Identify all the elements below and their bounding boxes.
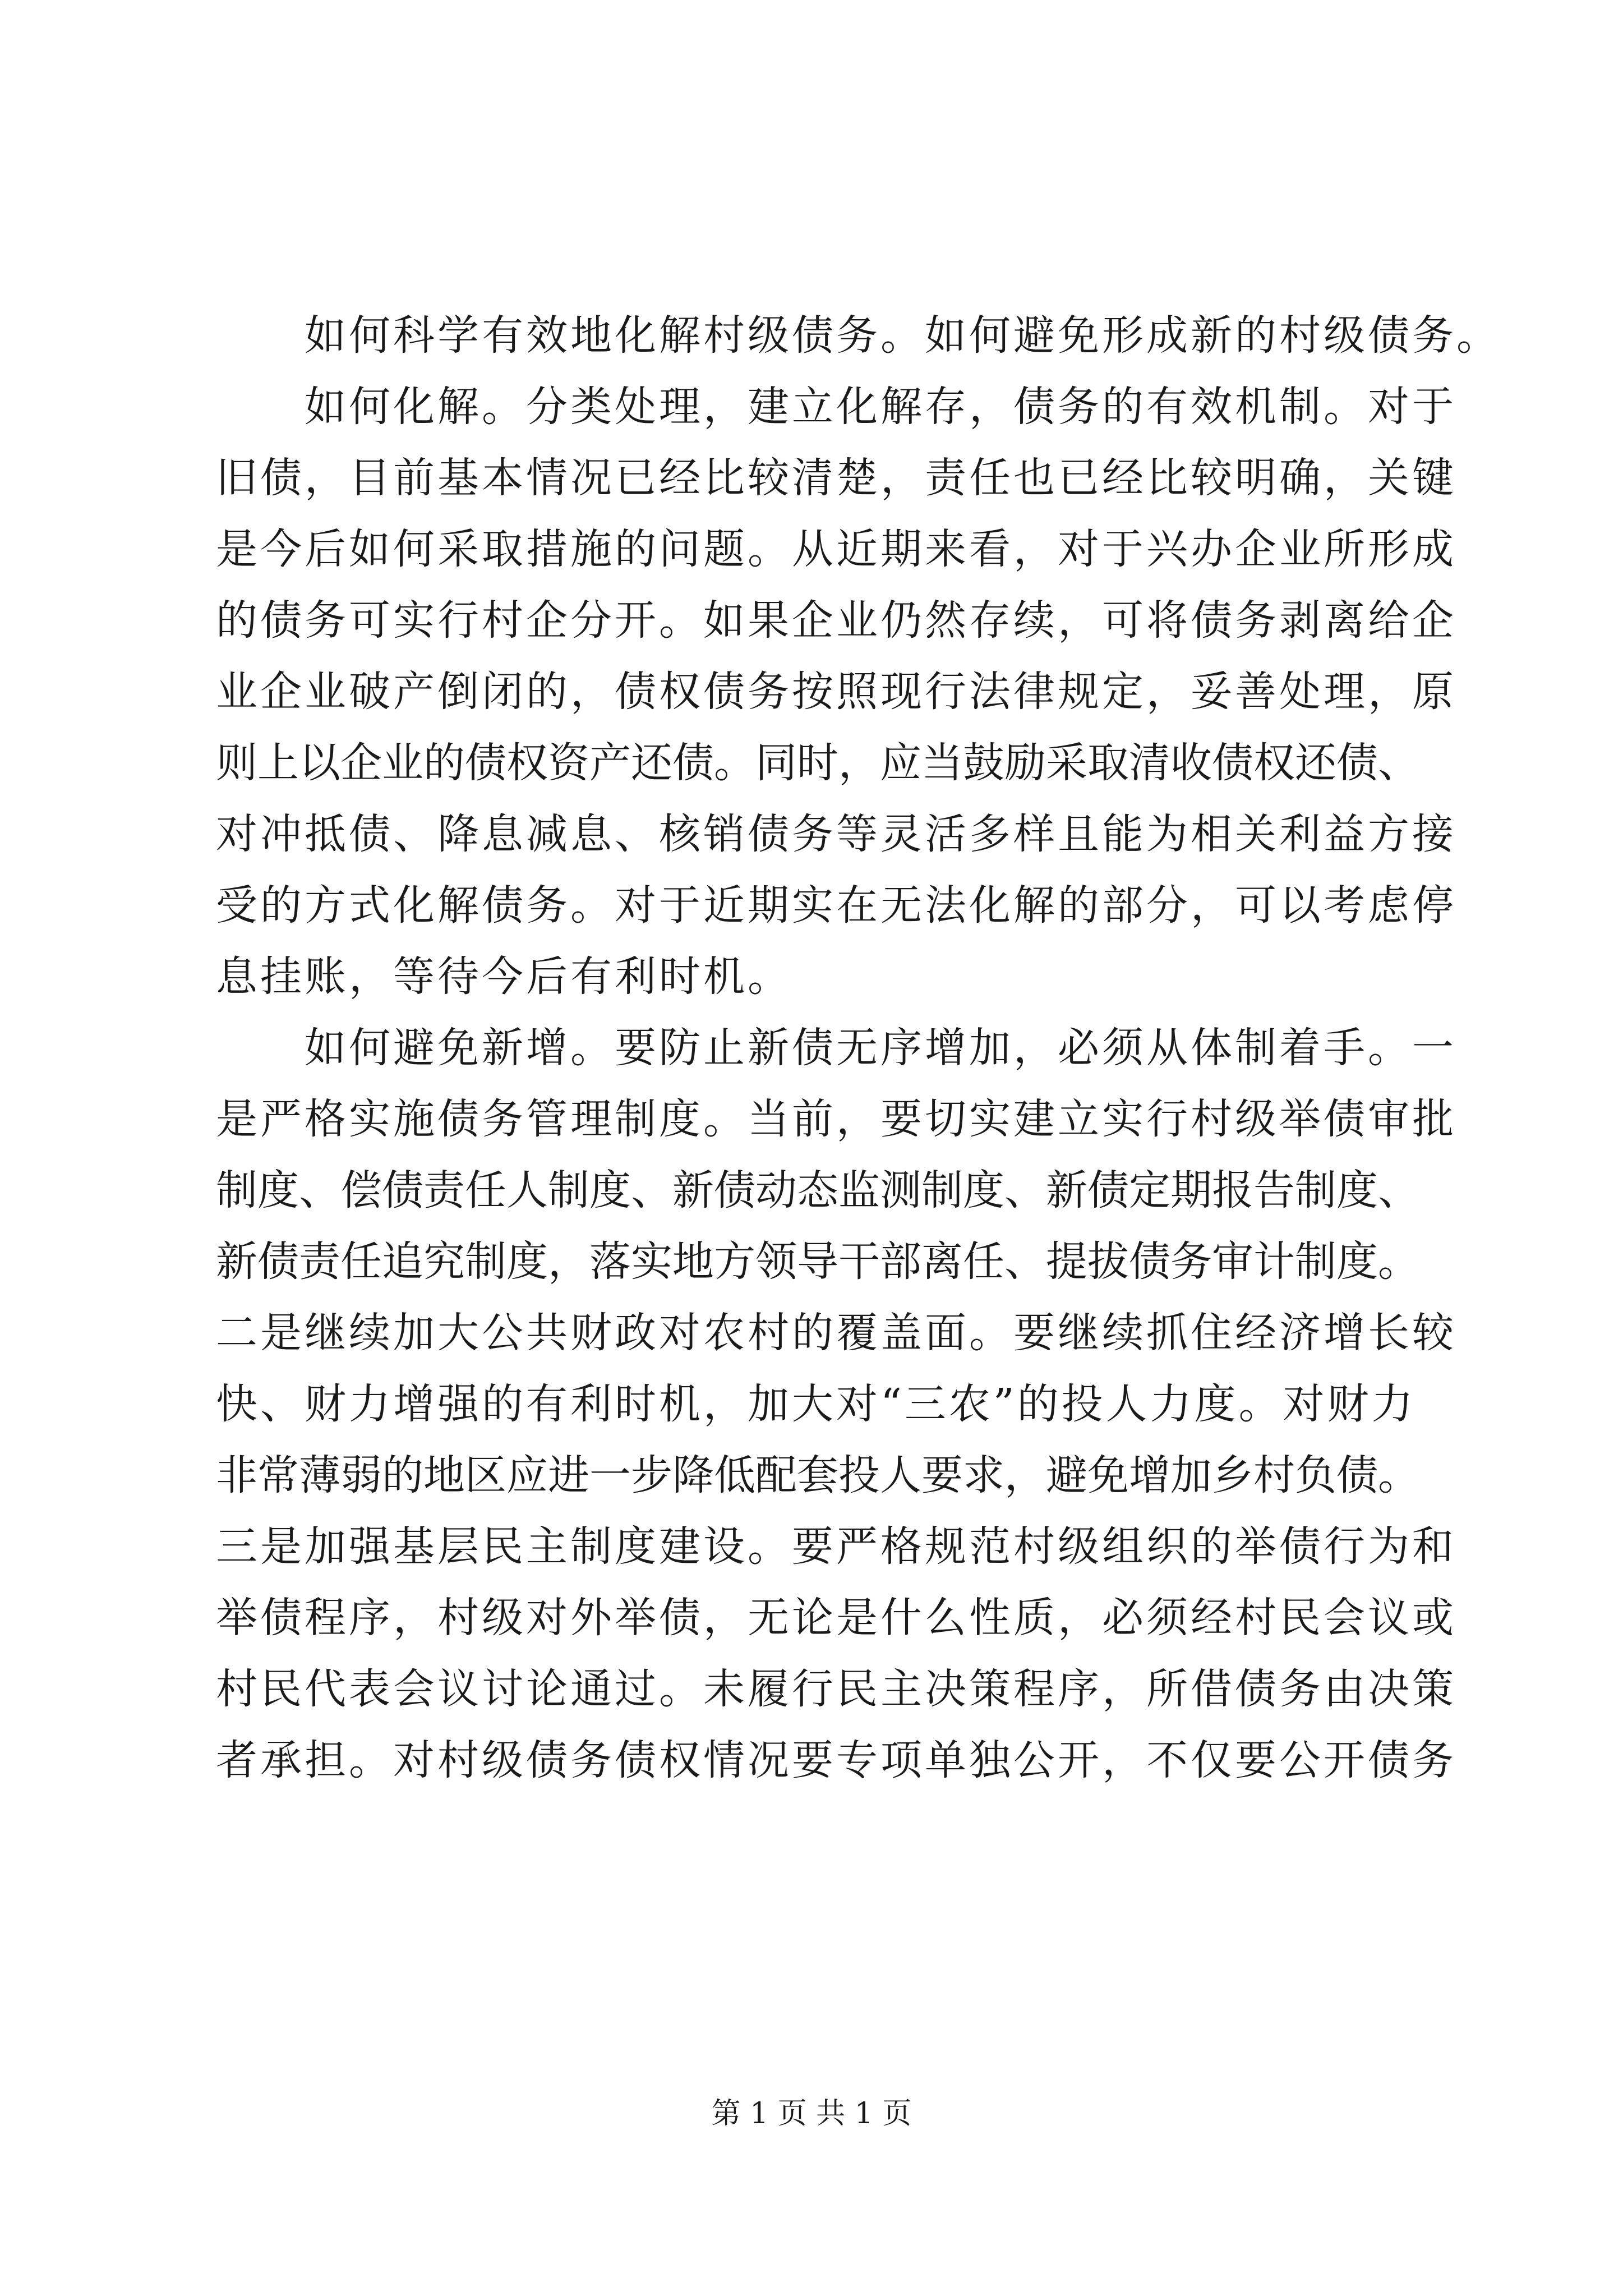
text-line: 快、财力增强的有利时机，加大对“三农”的投人力度。对财力 xyxy=(216,1380,1416,1428)
text-line: 是严格实施债务管理制度。当前，要切实建立实行村级举债审批 xyxy=(216,1095,1456,1143)
text-line: 如何科学有效地化解村级债务。如何避免形成新的村级债务。 xyxy=(305,311,1501,360)
text-line: 是今后如何采取措施的问题。从近期来看，对于兴办企业所形成 xyxy=(216,525,1456,573)
text-line: 如何避免新增。要防止新债无序增加，必须从体制着手。一 xyxy=(305,1024,1456,1072)
text-line: 非常薄弱的地区应进一步降低配套投人要求，避免增加乡村负债。 xyxy=(216,1451,1419,1499)
text-line: 村民代表会议讨论通过。未履行民主决策程序，所借债务由决策 xyxy=(216,1665,1456,1713)
text-line: 对冲抵债、降息减息、核销债务等灵活多样且能为相关利益方接 xyxy=(216,810,1456,858)
text-line: 则上以企业的债权资产还债。同时，应当鼓励采取清收债权还债、 xyxy=(216,739,1419,787)
text-line: 的债务可实行村企分开。如果企业仍然存续，可将债务剥离给企 xyxy=(216,596,1456,645)
text-line: 息挂账，等待今后有利时机。 xyxy=(216,953,792,1001)
text-line: 受的方式化解债务。对于近期实在无法化解的部分，可以考虑停 xyxy=(216,881,1456,930)
text-line: 旧债，目前基本情况已经比较清楚，责任也已经比较明确，关键 xyxy=(216,454,1456,502)
text-line: 者承担。对村级债务债权情况要专项单独公开，不仅要公开债务 xyxy=(216,1736,1456,1784)
text-line: 新债责任追究制度，落实地方领导干部离任、提拔债务审计制度。 xyxy=(216,1237,1419,1286)
text-line: 制度、偿债责任人制度、新债动态监测制度、新债定期报告制度、 xyxy=(216,1166,1419,1214)
page-number-footer: 第 1 页 共 1 页 xyxy=(711,2097,912,2131)
text-line: 三是加强基层民主制度建设。要严格规范村级组织的举债行为和 xyxy=(216,1522,1456,1571)
text-line: 业企业破产倒闭的，债权债务按照现行法律规定，妥善处理，原 xyxy=(216,668,1456,716)
text-line: 二是继续加大公共财政对农村的覆盖面。要继续抓住经济增长较 xyxy=(216,1309,1456,1357)
text-line: 如何化解。分类处理，建立化解存，债务的有效机制。对于 xyxy=(305,383,1456,431)
text-line: 举债程序，村级对外举债，无论是什么性质，必须经村民会议或 xyxy=(216,1594,1456,1642)
body-text xyxy=(216,300,1501,1796)
